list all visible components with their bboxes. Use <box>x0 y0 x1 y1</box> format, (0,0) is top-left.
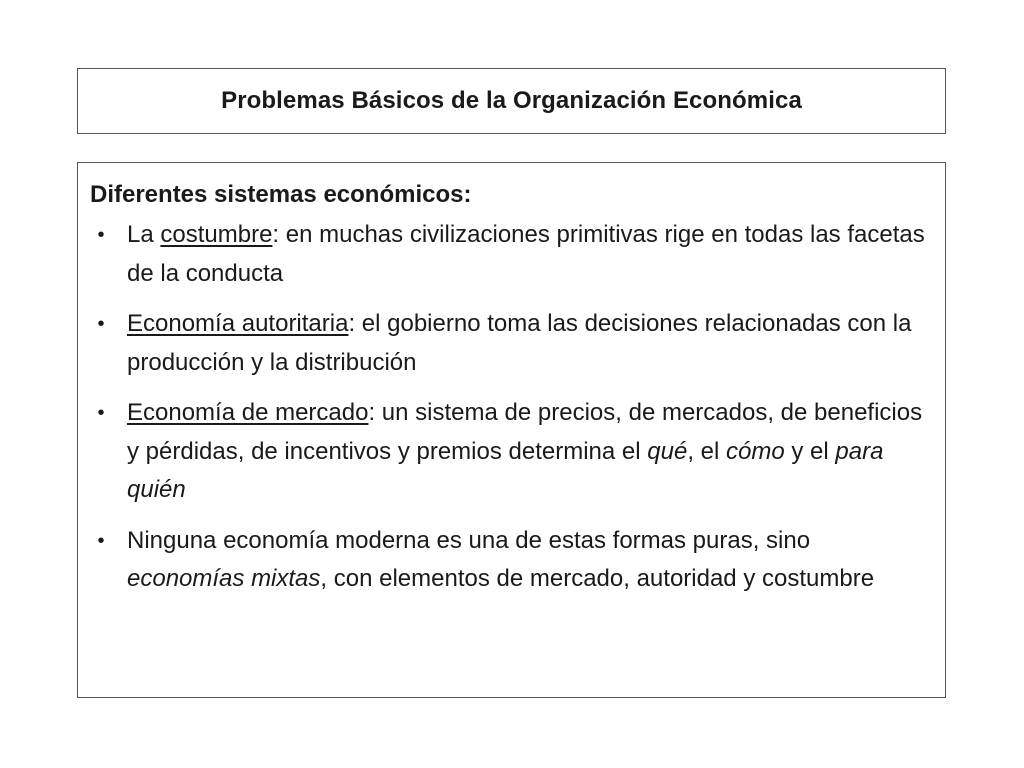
item-text: : el gobierno toma las decisiones relacionadas con la producción y la distribución <box>127 310 912 376</box>
section-heading: Diferentes sistemas económicos: <box>90 181 472 208</box>
item-text: : un sistema de precios, de mercados, de beneficios y pérdidas, de incentivos y premios determina el <box>127 399 923 465</box>
bullet-icon: • <box>97 529 105 552</box>
bullet-icon: • <box>97 402 105 424</box>
list-item-economia-autoritaria <box>90 305 931 382</box>
page-title: Problemas Básicos de la Organización Económica <box>221 87 802 114</box>
content-box <box>77 162 946 698</box>
bullet-icon: • <box>97 313 105 335</box>
item-text: y el <box>784 437 836 465</box>
emphasis-como: cómo <box>726 437 785 465</box>
item-text: , el <box>687 437 726 465</box>
list-item-costumbre <box>90 216 931 293</box>
title-box <box>77 68 946 134</box>
item-text: , con elementos de mercado, autoridad y costumbre <box>320 565 875 592</box>
term-economia-autoritaria: Economía autoritaria <box>127 310 349 337</box>
list-item-economias-mixtas <box>90 522 931 599</box>
item-text: Ninguna economía moderna es una de estas formas puras, sino <box>127 526 811 554</box>
term-costumbre: costumbre <box>160 221 273 248</box>
emphasis-para-quien: para quién <box>127 437 884 503</box>
bullet-icon: • <box>97 224 105 246</box>
systems-list <box>90 216 931 599</box>
emphasis-que: qué <box>647 437 688 465</box>
emphasis-economias-mixtas: economías mixtas <box>127 565 321 592</box>
term-economia-de-mercado: Economía de mercado <box>127 399 369 426</box>
item-text: : en muchas civilizaciones primitivas rige en todas las facetas de la conducta <box>127 221 925 287</box>
list-item-economia-de-mercado <box>90 394 931 510</box>
item-prefix: La <box>127 221 161 248</box>
